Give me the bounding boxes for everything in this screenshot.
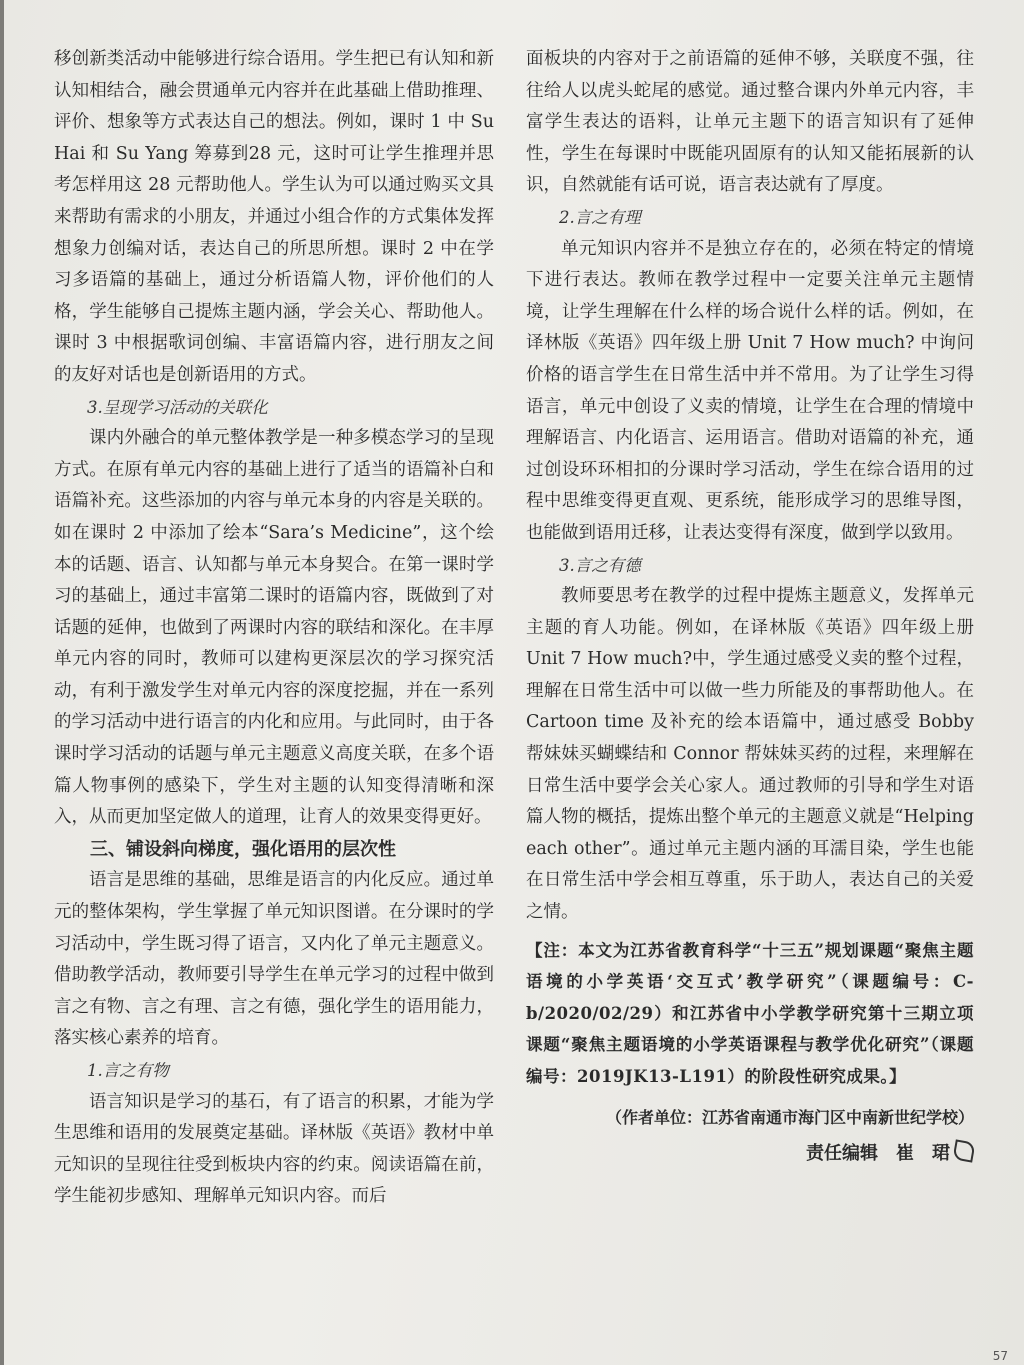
paragraph: 教师要思考在教学的过程中提炼主题意义，发挥单元主题的育人功能。例如，在译林版《英语》四年级上册 Unit 7 How much?中，学生通过感受义卖的整个过程，理解在日常生活中可以做一些力所能及的事帮助他人。在 Cartoon time 及补充的绘本语篇中，通过感受 Bobby 帮妹妹买蝴蝶结和 Connor 帮妹妹买药的过程，来理解在日常生活中要学会关心家人。通过教师的引导和学生对语篇人物的概括，提炼出整个单元的主题意义就是“Helping each other”。通过单元主题内涵的耳濡目染，学生也能在日常生活中学会相互尊重，乐于助人，表达自己的关爱之情。 [526,586,974,923]
editor-name: 责任编辑 崔 珺 [806,1142,950,1164]
paragraph: 语言是思维的基础，思维是语言的内化反应。通过单元的整体架构，学生掌握了单元知识图谱。在分课时的学习活动中，学生既习得了语言，又内化了单元主题意义。借助教学活动，教师要引导学生在单元学习的过程中做到言之有物、言之有理、言之有德，强化学生的语用能力，落实核心素养的培育。 [54,870,494,1049]
author-affiliation: （作者单位：江苏省南通市海门区中南新世纪学校） [605,1107,974,1127]
section-heading: 三、铺设斜向梯度，强化语用的层次性 [90,838,396,860]
right-column [526,44,974,1169]
leaf-icon [952,1139,975,1162]
subheading: 3.言之有德 [559,555,641,575]
paragraph: 课内外融合的单元整体教学是一种多模态学习的呈现方式。在原有单元内容的基础上进行了适当的语篇补白和语篇补充。这些添加的内容与单元本身的内容是关联的。如在课时 2 中添加了绘本“Sara’s Medicine”，这个绘本的话题、语言、认知都与单元本身契合。在第一课时学习的基础上，通过丰富第二课时的语篇内容，既做到了对话题的延伸，也做到了两课时内容的联结和深化。在丰厚单元内容的同时，教师可以建构更深层次的学习探究活动，有利于激发学生对单元内容的深度挖掘，并在一系列的学习活动中进行语言的内化和应用。与此同时，由于各课时学习活动的话题与单元主题意义高度关联，在多个语篇人物事例的感染下，学生对主题的认知变得清晰和深入，从而更加坚定做人的道理，让育人的效果变得更好。 [54,428,494,828]
subheading: 3.呈现学习活动的关联化 [87,397,268,417]
editor-credit [526,1139,974,1169]
paragraph: 面板块的内容对于之前语篇的延伸不够，关联度不强，往往给人以虎头蛇尾的感觉。通过整合课内外单元内容，丰富学生表达的语料，让单元主题下的语言知识有了延伸性，学生在每课时中既能巩固原有的认知又能拓展新的认识，自然就能有话可说，语言表达就有了厚度。 [526,49,974,196]
paragraph: 单元知识内容并不是独立存在的，必须在特定的情境下进行表达。教师在教学过程中一定要关注单元主题情境，让学生理解在什么样的场合说什么样的话。例如，在译林版《英语》四年级上册 Unit 7 How much? 中询问价格的语言学生在日常生活中并不常用。为了让学生习得语言，单元中创设了义卖的情境，让学生在合理的情境中理解语言、内化语言、运用语言。借助对语篇的补充，通过创设环环相扣的分课时学习活动，学生在综合语用的过程中思维变得更直观、更系统，能形成学习的思维导图，也能做到语用迁移，让表达变得有深度，做到学以致用。 [526,238,974,543]
paragraph: 移创新类活动中能够进行综合语用。学生把已有认知和新认知相结合，融会贯通单元内容并在此基础上借助推理、评价、想象等方式表达自己的想法。例如，课时 1 中 Su Hai 和 Su Yang 筹募到28 元，这时可让学生推理并思考怎样用这 28 元帮助他人。学生认为可以通过购买文具来帮助有需求的小朋友，并通过小组合作的方式集体发挥想象力创编对话，表达自己的所思所想。课时 2 中在学习多语篇的基础上，通过分析语篇人物，评价他们的人格，学生能够自己提炼主题内涵，学会关心、帮助他人。课时 3 中根据歌词创编、丰富语篇内容，进行朋友之间的友好对话也是创新语用的方式。 [54,49,494,385]
document-page [4,0,1024,1365]
paragraph: 语言知识是学习的基石，有了语言的积累，才能为学生思维和语用的发展奠定基础。译林版《英语》教材中单元知识的呈现往往受到板块内容的约束。阅读语篇在前，学生能初步感知、理解单元知识内容。而后 [54,1091,494,1207]
subheading: 2.言之有理 [559,207,641,227]
subheading: 1.言之有物 [87,1061,169,1080]
funding-note: 【注：本文为江苏省教育科学“十三五”规划课题“聚焦主题语境的小学英语‘交互式’教学研究”（课题编号：C-b/2020/02/29）和江苏省中小学教学研究第十三期立项课题“聚焦主题语境的小学英语课程与教学优化研究”（课题编号：2019JK13-L191）的阶段性研究成果。】 [526,940,974,1086]
page-number: 57 [992,1349,1008,1363]
left-column [54,44,494,1213]
